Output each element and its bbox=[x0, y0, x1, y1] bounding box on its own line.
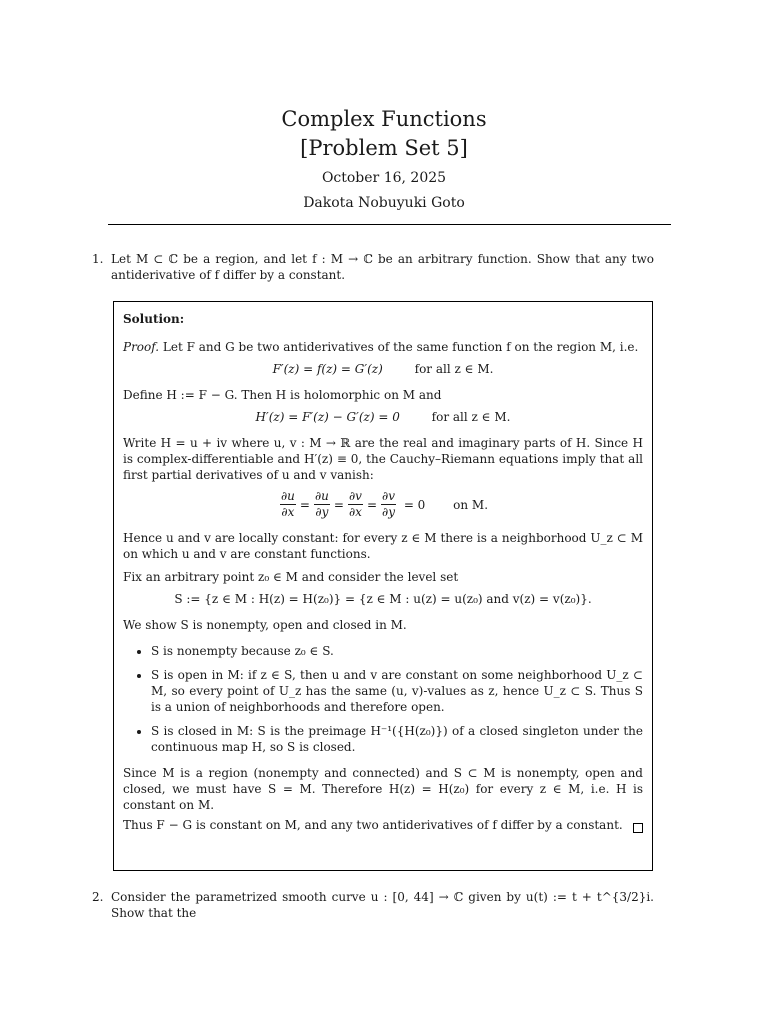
cauchy-riemann-paragraph: Write H = u + iv where u, v : M → ℝ are the real and imaginary parts of H. Since H is complex-differentiable and H′(z) ≡ 0, the Cauchy–Riemann equations imply that all first partial derivatives of u and v vanish: bbox=[123, 436, 643, 482]
problem-number: 1. bbox=[92, 252, 104, 266]
equation-derivative-zero bbox=[123, 409, 643, 425]
region-paragraph: Since M is a region (nonempty and connected) and S ⊂ M is nonempty, open and closed, we must have S = M. Therefore H(z) = H(z₀) for every z ∈ M, i.e. H is constant on M. bbox=[123, 766, 643, 812]
document-subtitle: [Problem Set 5] bbox=[300, 136, 468, 160]
equation-antiderivatives bbox=[123, 361, 643, 377]
problem-statement: Let M ⊂ ℂ be a region, and let f : M → ℂ be an arbitrary function. Show that any two antiderivative of f differ by a constant. bbox=[111, 252, 654, 282]
equation-body: F′(z) = f(z) = G′(z) bbox=[272, 362, 383, 376]
conclusion-paragraph bbox=[123, 817, 643, 833]
problem-statement: Consider the parametrized smooth curve u : [0, 44] → ℂ given by u(t) := t + t^{3/2}i. Show that the bbox=[111, 890, 654, 920]
solution-box bbox=[113, 301, 653, 871]
equation-condition: for all z ∈ M. bbox=[431, 410, 511, 424]
equation-body: H′(z) = F′(z) − G′(z) = 0 bbox=[255, 410, 400, 424]
document-title: Complex Functions bbox=[281, 107, 487, 131]
locally-constant-paragraph: Hence u and v are locally constant: for every z ∈ M there is a neighborhood U_z ⊂ M on which u and v are constant functions. bbox=[123, 531, 643, 561]
equation-level-set bbox=[123, 591, 643, 607]
conclusion-text: Thus F − G is constant on M, and any two antiderivatives of f differ by a constant. bbox=[123, 818, 623, 832]
define-paragraph: Define H := F − G. Then H is holomorphic on M and bbox=[123, 388, 442, 402]
proof-intro-text: Let F and G be two antiderivatives of the same function f on the region M, i.e. bbox=[162, 340, 639, 354]
bullet-closed: • S is closed in M: S is the preimage H⁻¹({H(z₀)}) of a closed singleton under the continuous map H, so S is closed. bbox=[151, 723, 643, 755]
equation-body: S := {z ∈ M : H(z) = H(z₀)} = {z ∈ M : u(z) = u(z₀) and v(z) = v(z₀)}. bbox=[174, 592, 592, 606]
qed-square-icon bbox=[633, 823, 643, 833]
bullet-list bbox=[123, 643, 643, 755]
fraction-dv-dx: $\frac{\partial v}{\partial x}$ bbox=[348, 489, 362, 519]
document-date: October 16, 2025 bbox=[321, 170, 447, 186]
fraction-du-dx: $\frac{\partial u}{\partial x}$ bbox=[280, 489, 295, 519]
solution-heading: Solution: bbox=[123, 312, 185, 326]
proof-label: Proof. bbox=[123, 340, 160, 354]
title-rule bbox=[108, 224, 671, 225]
fraction-dv-dy: $\frac{\partial v}{\partial y}$ bbox=[382, 489, 395, 519]
partial-derivatives-equation: $\frac{\partial u}{\partial x}$ = $\frac{\partial u}{\partial y}$ = $\frac{\partial v}{\partial x}$ = $\frac{\partial v}{\partial y}$ = 0 on M. bbox=[280, 489, 489, 519]
problem-number: 2. bbox=[92, 890, 104, 904]
proof-intro bbox=[123, 339, 643, 355]
problem-1 bbox=[92, 251, 654, 283]
equation-condition: on M. bbox=[453, 497, 489, 512]
problem-2 bbox=[92, 889, 654, 921]
claim-paragraph: We show S is nonempty, open and closed in M. bbox=[123, 618, 407, 632]
equation-tail: = 0 bbox=[403, 497, 426, 512]
bullet-nonempty: • S is nonempty because z₀ ∈ S. bbox=[151, 643, 643, 659]
fraction-du-dy: $\frac{\partial u}{\partial y}$ bbox=[314, 489, 329, 519]
fix-point-paragraph: Fix an arbitrary point z₀ ∈ M and consider the level set bbox=[123, 570, 459, 584]
equation-condition: for all z ∈ M. bbox=[414, 362, 494, 376]
document-author: Dakota Nobuyuki Goto bbox=[303, 195, 465, 211]
bullet-open: • S is open in M: if z ∈ S, then u and v are constant on some neighborhood U_z ⊂ M, so every point of U_z has the same (u, v)-values as z, hence U_z ⊂ S. Thus S is a union of neighborhoods and therefore open. bbox=[151, 667, 643, 715]
